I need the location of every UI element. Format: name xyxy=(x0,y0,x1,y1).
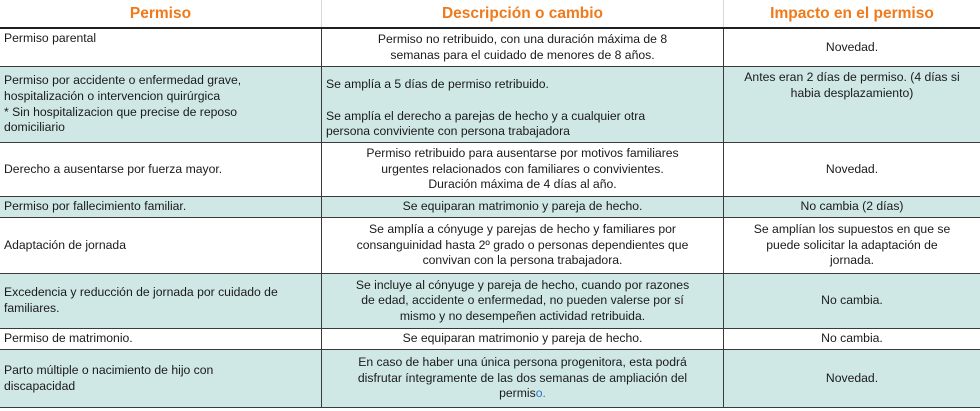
cell-text: * Sin hospitalizacion que precise de reposo xyxy=(4,104,238,119)
permiso-cell xyxy=(0,274,322,328)
header-impacto: Impacto en el permiso xyxy=(770,4,934,22)
impacto-cell xyxy=(724,67,980,142)
table-row xyxy=(0,274,980,329)
cell-text: mismo y no desempeñen actividad retribuida. xyxy=(399,308,646,323)
table-header xyxy=(0,0,980,29)
table-row xyxy=(0,29,980,67)
cell-text: Se amplía a 5 días de permiso retribuido. xyxy=(326,77,549,91)
cell-text: No cambia. xyxy=(821,293,883,308)
cell-text xyxy=(326,386,719,402)
cell-text: Se amplían los supuestos en que se xyxy=(753,222,951,237)
cell-text: Se incluye al cónyuge y pareja de hecho, cuando por razones xyxy=(355,277,690,292)
table-row xyxy=(0,143,980,197)
cell-text: No cambia (2 días) xyxy=(800,199,904,214)
permiso-cell xyxy=(0,143,322,196)
cell-text: Permiso por fallecimiento familiar. xyxy=(4,199,187,214)
cell-text: Permiso no retribuido, con una duración máxima de 8 xyxy=(377,31,668,46)
impacto-cell xyxy=(724,197,980,217)
cell-text-main: permis xyxy=(499,386,536,401)
permiso-cell xyxy=(0,350,322,407)
descripcion-cell xyxy=(322,143,724,196)
impacto-cell xyxy=(724,350,980,407)
cell-text: Novedad. xyxy=(825,39,879,54)
impacto-cell xyxy=(724,274,980,328)
cell-text: Permiso parental xyxy=(4,31,97,45)
header-descripcion: Descripción o cambio xyxy=(322,0,724,27)
cell-text: Derecho a ausentarse por fuerza mayor. xyxy=(4,161,223,176)
cell-text: No cambia. xyxy=(821,331,883,346)
cell-text: hospitalización o intervencion quirúrgica xyxy=(4,88,221,103)
cell-text: jornada. xyxy=(829,253,875,268)
cell-text: Excedencia y reducción de jornada por cuidado de xyxy=(4,285,278,300)
impacto-cell xyxy=(724,329,980,349)
cell-text: familiares. xyxy=(4,301,60,315)
cell-text: Novedad. xyxy=(825,161,879,176)
cell-text: Adaptación de jornada xyxy=(4,237,126,252)
permiso-cell xyxy=(0,218,322,273)
cell-text: Se amplía a cónyuge y parejas de hecho y familiares por xyxy=(369,222,676,237)
header-permiso: Permiso xyxy=(0,0,322,27)
cell-text-link: o. xyxy=(535,386,546,401)
permiso-cell xyxy=(0,329,322,349)
cell-text: Antes eran 2 días de permiso. (4 días si xyxy=(744,70,960,84)
cell-text: de edad, accidente o enfermedad, no pueden valerse por sí xyxy=(361,293,684,308)
impacto-cell xyxy=(724,218,980,273)
impacto-cell xyxy=(724,143,980,196)
cell-text: Se amplía el derecho a parejas de hecho y a cualquier otra xyxy=(326,108,646,123)
cell-text: disfrutar íntegramente de las dos semanas de ampliación del xyxy=(357,370,688,385)
descripcion-cell xyxy=(322,67,724,142)
descripcion-cell xyxy=(322,274,724,328)
descripcion-cell xyxy=(322,350,724,407)
cell-text: En caso de haber una única persona progenitora, esta podrá xyxy=(358,355,687,370)
permiso-cell xyxy=(0,29,322,66)
permiso-cell xyxy=(0,197,322,217)
cell-text: consanguinidad hasta 2º grado o personas dependientes que xyxy=(356,237,689,252)
cell-text: Se equiparan matrimonio y pareja de hecho. xyxy=(402,331,643,346)
cell-text: discapacidad xyxy=(4,378,76,393)
cell-text: Permiso retribuido para ausentarse por motivos familiares xyxy=(366,146,679,161)
table-row xyxy=(0,350,980,408)
cell-text: urgentes relacionados con familiares o convivientes. xyxy=(381,161,664,176)
permiso-cell xyxy=(0,67,322,142)
table-row xyxy=(0,197,980,218)
cell-text: Parto múltiple o nacimiento de hijo con xyxy=(4,362,214,377)
cell-text: persona conviviente con persona trabajadora xyxy=(326,124,570,139)
cell-text: semanas para el cuidado de menores de 8 años. xyxy=(390,47,655,62)
descripcion-cell xyxy=(322,218,724,273)
cell-text: puede solicitar la adaptación de xyxy=(766,237,938,252)
table-row xyxy=(0,67,980,143)
cell-text: Novedad. xyxy=(825,370,879,385)
cell-text: Se equiparan matrimonio y pareja de hecho. xyxy=(402,199,643,214)
cell-text: domiciliario xyxy=(4,120,65,135)
cell-text: Duración máxima de 4 días al año. xyxy=(428,177,617,192)
impacto-cell xyxy=(724,29,980,66)
cell-text: Permiso por accidente o enfermedad grave, xyxy=(4,73,242,88)
descripcion-cell xyxy=(322,329,724,349)
descripcion-cell xyxy=(322,197,724,217)
descripcion-cell xyxy=(322,29,724,66)
cell-text: Permiso de matrimonio. xyxy=(4,331,133,346)
table-row xyxy=(0,329,980,350)
cell-text: habia desplazamiento) xyxy=(790,85,914,100)
table-row xyxy=(0,218,980,274)
cell-text: convivan con la persona trabajadora. xyxy=(422,253,623,268)
